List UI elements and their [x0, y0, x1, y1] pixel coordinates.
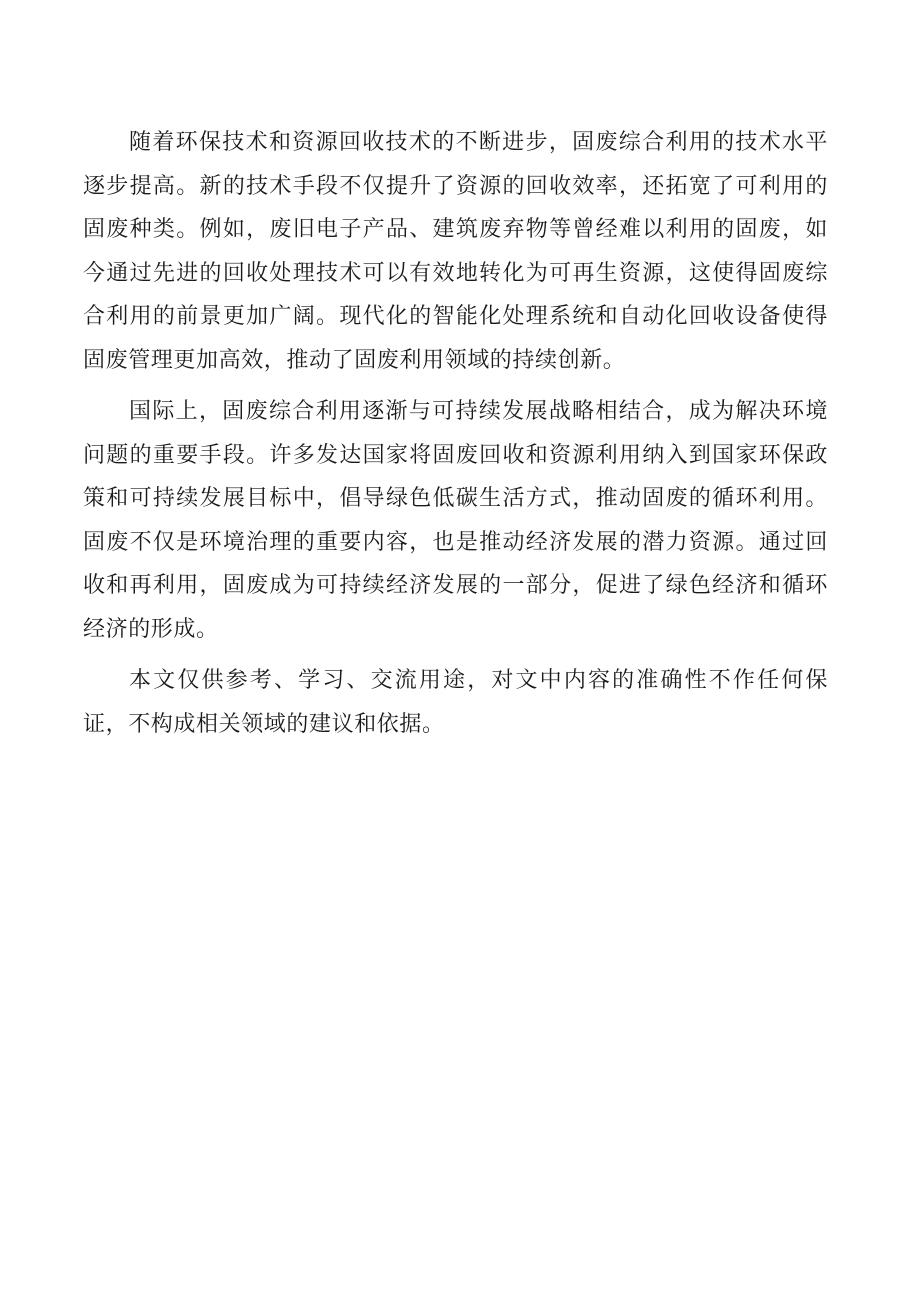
paragraph-technology-progress: 随着环保技术和资源回收技术的不断进步，固废综合利用的技术水平逐步提高。新的技术手段不仅提升了资源的回收效率，还拓宽了可利用的固废种类。例如，废旧电子产品、建筑废弃物等曾经难以利用的固废，如今通过先进的回收处理技术可以有效地转化为可再生资源，这使得固废综合利用的前景更加广阔。现代化的智能化处理系统和自动化回收设备使得固废管理更加高效，推动了固废利用领域的持续创新。 [83, 130, 828, 373]
paragraph-disclaimer: 本文仅供参考、学习、交流用途，对文中内容的准确性不作任何保证，不构成相关领域的建议和依据。 [83, 668, 828, 737]
paragraph-international-context: 国际上，固废综合利用逐渐与可持续发展战略相结合，成为解决环境问题的重要手段。许多发达国家将固废回收和资源利用纳入到国家环保政策和可持续发展目标中，倡导绿色低碳生活方式，推动固废的循环利用。固废不仅是环境治理的重要内容，也是推动经济发展的潜力资源。通过回收和再利用，固废成为可持续经济发展的一部分，促进了绿色经济和循环经济的形成。 [83, 399, 828, 642]
document-body [83, 121, 828, 754]
